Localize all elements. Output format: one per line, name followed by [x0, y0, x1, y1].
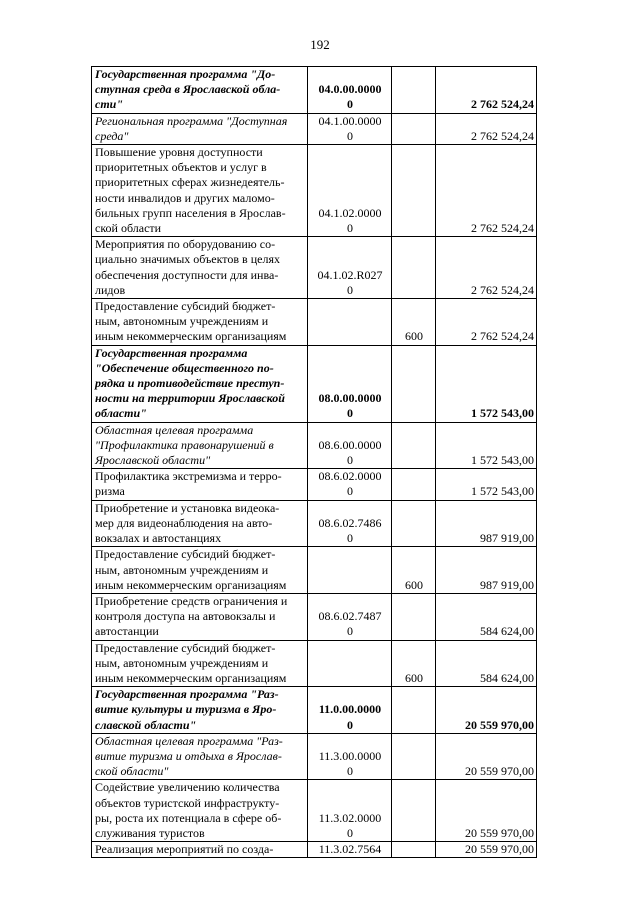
row-code-cell [308, 422, 392, 469]
row-name-line: Областная целевая программа "Раз- [95, 733, 283, 748]
row-amount-cell: 2 762 524,24 [436, 237, 537, 299]
row-expense-type-cell [392, 500, 436, 547]
row-name-line: лидов [95, 282, 126, 297]
row-name-line: ступная среда в Ярославской обла- [95, 82, 281, 97]
row-expense-type-cell [392, 593, 436, 640]
row-name-cell [92, 67, 308, 114]
row-name-cell [92, 237, 308, 299]
row-name-line: Предоставление субсидий бюджет- [95, 640, 276, 655]
row-expense-type-cell [392, 842, 436, 858]
row-amount-cell: 987 919,00 [436, 500, 537, 547]
row-code-line: 08.6.02.7486 [318, 515, 382, 530]
row-name-line: объектов туристской инфраструкту- [95, 795, 280, 810]
row-code-line: 08.6.02.7487 [318, 609, 382, 624]
row-code-cell [308, 733, 392, 780]
table-row [92, 593, 537, 640]
row-name-line: славской области" [95, 717, 197, 732]
row-amount-cell: 2 762 524,24 [436, 299, 537, 346]
row-name-cell [92, 547, 308, 594]
row-name-line: ры, роста их потенциала в сфере об- [95, 810, 282, 825]
row-code-line: 0 [347, 484, 353, 499]
table-row [92, 113, 537, 144]
row-code-line: 0 [347, 764, 353, 779]
row-code-cell [308, 780, 392, 842]
row-name-line: ности инвалидов и других маломо- [95, 190, 275, 205]
row-code-line: 04.1.00.0000 [318, 113, 382, 128]
row-expense-type-cell [392, 113, 436, 144]
table-row [92, 237, 537, 299]
row-code-line: 0 [347, 406, 353, 421]
row-code-line: 0 [347, 97, 353, 112]
row-expense-type-cell [392, 345, 436, 422]
row-code-line: 04.1.02.R027 [317, 267, 383, 282]
row-name-line: Государственная программа "Раз- [95, 687, 279, 702]
table-row [92, 687, 537, 734]
row-expense-type-cell [392, 780, 436, 842]
row-name-line: витие культуры и туризма в Яро- [95, 702, 277, 717]
row-code-cell [308, 345, 392, 422]
row-name-cell [92, 842, 308, 858]
row-expense-type-cell [392, 67, 436, 114]
row-expense-type-cell [392, 469, 436, 500]
row-amount-cell: 987 919,00 [436, 547, 537, 594]
row-code-line: 0 [347, 624, 353, 639]
row-code-line: 0 [347, 128, 353, 143]
row-name-line: Государственная программа [95, 345, 248, 360]
row-code-cell [308, 547, 392, 594]
row-name-line: ности на территории Ярославской [95, 391, 285, 406]
row-name-line: иным некоммерческим организациям [95, 577, 287, 592]
budget-table-body [92, 67, 537, 858]
row-code-cell [308, 500, 392, 547]
table-row [92, 67, 537, 114]
row-name-line: Областная целевая программа [95, 422, 254, 437]
row-amount-cell: 20 559 970,00 [436, 780, 537, 842]
table-row [92, 469, 537, 500]
row-name-line: ской области" [95, 764, 169, 779]
row-amount-cell: 2 762 524,24 [436, 113, 537, 144]
row-code-cell [308, 593, 392, 640]
row-name-line: Государственная программа "До- [95, 67, 276, 81]
row-code-line: 08.6.02.0000 [318, 469, 382, 484]
row-name-line: Приобретение средств ограничения и [95, 593, 288, 608]
row-name-line: Профилактика экстремизма и терро- [95, 469, 282, 484]
table-row [92, 842, 537, 858]
row-name-cell [92, 469, 308, 500]
row-name-cell [92, 500, 308, 547]
row-name-line: витие туризма и отдыха в Ярослав- [95, 748, 282, 763]
row-code-line: 0 [347, 531, 353, 546]
table-row [92, 500, 537, 547]
row-name-line: рядка и противодействие преступ- [95, 376, 285, 391]
row-name-line: среда" [95, 128, 129, 143]
row-amount-cell: 584 624,00 [436, 640, 537, 687]
row-code-cell [308, 640, 392, 687]
budget-table [91, 66, 537, 858]
row-name-line: мер для видеонаблюдения на авто- [95, 515, 273, 530]
row-expense-type-cell [392, 237, 436, 299]
row-name-cell [92, 593, 308, 640]
table-row [92, 345, 537, 422]
row-name-line: "Обеспечение общественного по- [95, 360, 274, 375]
row-name-line: Предоставление субсидий бюджет- [95, 547, 276, 562]
row-name-cell [92, 299, 308, 346]
row-code-cell [308, 113, 392, 144]
row-code-cell [308, 687, 392, 734]
row-amount-cell: 2 762 524,24 [436, 145, 537, 237]
table-row [92, 422, 537, 469]
row-expense-type-cell [392, 687, 436, 734]
row-code-line: 0 [347, 717, 353, 732]
row-amount-cell: 2 762 524,24 [436, 67, 537, 114]
row-name-line: Повышение уровня доступности [95, 145, 263, 160]
row-name-line: иным некоммерческим организациям [95, 670, 287, 685]
row-name-line: Содействие увеличению количества [95, 780, 280, 795]
row-code-line: 04.0.00.0000 [318, 82, 382, 97]
row-name-line: ным, автономным учреждениям и [95, 314, 269, 329]
row-amount-cell: 1 572 543,00 [436, 422, 537, 469]
row-code-line: 08.0.00.0000 [318, 391, 382, 406]
row-code-line: 0 [347, 221, 353, 236]
row-name-line: "Профилактика правонарушений в [95, 437, 274, 452]
row-name-cell [92, 733, 308, 780]
row-name-cell [92, 345, 308, 422]
row-name-line: ской области [95, 221, 162, 236]
row-name-line: Реализация мероприятий по созда- [95, 842, 274, 857]
row-amount-cell: 1 572 543,00 [436, 469, 537, 500]
row-amount-cell: 20 559 970,00 [436, 687, 537, 734]
row-name-line: Ярославской области" [95, 453, 211, 468]
row-name-line: приоритетных сферах жизнедеятель- [95, 175, 285, 190]
row-name-line: Предоставление субсидий бюджет- [95, 299, 276, 314]
row-code-cell [308, 299, 392, 346]
row-amount-cell: 20 559 970,00 [436, 733, 537, 780]
row-name-cell [92, 145, 308, 237]
row-name-cell [92, 422, 308, 469]
row-code-line: 0 [347, 825, 353, 840]
table-row [92, 640, 537, 687]
row-name-line: автостанции [95, 624, 159, 639]
row-code-line: 11.3.02.0000 [318, 810, 382, 825]
table-row [92, 145, 537, 237]
row-code-cell [308, 67, 392, 114]
table-row [92, 780, 537, 842]
row-name-cell [92, 780, 308, 842]
row-code-line: 11.0.00.0000 [318, 702, 382, 717]
row-name-line: приоритетных объектов и услуг в [95, 160, 267, 175]
row-code-line: 11.3.00.0000 [318, 748, 382, 763]
row-code-cell [308, 145, 392, 237]
table-row [92, 547, 537, 594]
row-name-line: циально значимых объектов в целях [95, 252, 280, 267]
row-code-cell [308, 469, 392, 500]
row-name-cell [92, 640, 308, 687]
row-name-line: Приобретение и установка видеока- [95, 500, 280, 515]
row-expense-type-cell: 600 [392, 299, 436, 346]
row-code-cell [308, 842, 392, 858]
row-expense-type-cell: 600 [392, 640, 436, 687]
row-expense-type-cell [392, 422, 436, 469]
page-number: 192 [310, 37, 330, 52]
row-name-line: иным некоммерческим организациям [95, 329, 287, 344]
row-name-line: ным, автономным учреждениям и [95, 655, 269, 670]
row-code-line: 0 [347, 282, 353, 297]
row-expense-type-cell [392, 733, 436, 780]
row-name-line: сти" [95, 97, 123, 112]
row-code-line: 04.1.02.0000 [318, 205, 382, 220]
row-name-line: ризма [95, 484, 125, 499]
row-code-line: 11.3.02.7564 [318, 842, 382, 857]
row-name-line: Мероприятия по оборудованию со- [95, 237, 276, 252]
row-name-line: контроля доступа на автовокзалы и [95, 609, 276, 624]
row-name-line: служивания туристов [95, 825, 205, 840]
row-name-line: бильных групп населения в Ярослав- [95, 205, 286, 220]
row-expense-type-cell [392, 145, 436, 237]
table-row [92, 299, 537, 346]
row-amount-cell: 20 559 970,00 [436, 842, 537, 858]
row-name-line: обеспечения доступности для инва- [95, 267, 279, 282]
row-name-line: ным, автономным учреждениям и [95, 562, 269, 577]
row-amount-cell: 1 572 543,00 [436, 345, 537, 422]
row-name-line: Региональная программа "Доступная [95, 113, 288, 128]
row-name-cell [92, 113, 308, 144]
row-name-line: вокзалах и автостанциях [95, 531, 222, 546]
row-code-line: 0 [347, 453, 353, 468]
row-code-line: 08.6.00.0000 [318, 437, 382, 452]
row-amount-cell: 584 624,00 [436, 593, 537, 640]
row-name-line: области" [95, 406, 147, 421]
table-row [92, 733, 537, 780]
row-code-cell [308, 237, 392, 299]
row-name-cell [92, 687, 308, 734]
row-expense-type-cell: 600 [392, 547, 436, 594]
